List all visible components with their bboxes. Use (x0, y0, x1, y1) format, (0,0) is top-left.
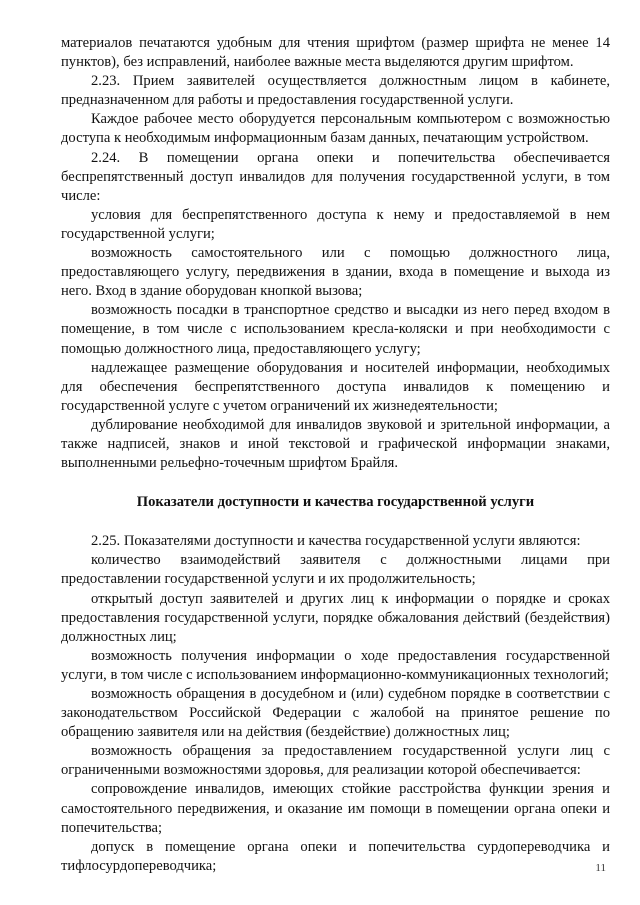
paragraph: возможность посадки в транспортное средство и высадки из него перед входом в помещение, в том числе с использованием кресла-коляски и при необходимости с помощью должностного лица, предоставляющего услугу; (61, 302, 610, 357)
paragraph: 2.24. В помещении органа опеки и попечительства обеспечивается беспрепятственный доступ инвалидов для получения государственной услуги, в том числе: (61, 149, 610, 204)
text-block-bottom (61, 532, 610, 876)
document-page (61, 34, 610, 876)
paragraph: количество взаимодействий заявителя с должностными лицами при предоставлении государственной услуги и их продолжительность; (61, 552, 610, 588)
paragraph: 2.25. Показателями доступности и качества государственной услуги являются: (91, 533, 581, 550)
page-number: 11 (595, 862, 606, 874)
paragraph: условия для беспрепятственного доступа к нему и предоставляемой в нем государственной услуги; (61, 206, 610, 242)
paragraph: сопровождение инвалидов, имеющих стойкие расстройства функции зрения и самостоятельного передвижения, и оказание им помощи в помещении органа опеки и попечительства; (61, 781, 610, 836)
paragraph: открытый доступ заявителей и других лиц к информации о порядке и сроках предоставления государственной услуги, порядке обжалования действий (бездействия) должностных лиц; (61, 590, 610, 645)
paragraph: допуск в помещение органа опеки и попечительства сурдопереводчика и тифлосурдопереводчика; (61, 838, 610, 874)
text-block-top (61, 34, 610, 473)
paragraph: 2.23. Прием заявителей осуществляется должностным лицом в кабинете, предназначенном для работы и предоставления государственной услуги. (61, 73, 610, 109)
paragraph: материалов печатаются удобным для чтения шрифтом (размер шрифта не менее 14 пунктов), без исправлений, наиболее важные места выделяются другим шрифтом. (61, 35, 610, 71)
paragraph: возможность обращения за предоставлением государственной услуги лиц с ограниченными возможностями здоровья, для реализации которой обеспечивается: (61, 743, 610, 779)
paragraph: возможность обращения в досудебном и (или) судебном порядке в соответствии с законодательством Российской Федерации с жалобой на принятое решение по обращению заявителя или на действия (бездействие) должностных лиц; (61, 686, 610, 741)
paragraph: возможность самостоятельного или с помощью должностного лица, предоставляющего услугу, передвижения в здании, входа в помещение и выхода из него. Вход в здание оборудован кнопкой вызова; (61, 245, 610, 300)
paragraph: дублирование необходимой для инвалидов звуковой и зрительной информации, а также надписей, знаков и иной текстовой и графической информации знаками, выполненными рельефно-точечным шрифтом Брайля. (61, 416, 610, 472)
paragraph: возможность получения информации о ходе предоставления государственной услуги, в том числе с использованием информационно-коммуникационных технологий; (61, 647, 610, 683)
paragraph: надлежащее размещение оборудования и носителей информации, необходимых для обеспечения беспрепятственного доступа инвалидов к помещению и государственной услуге с учетом ограничений их жизнедеятельности; (61, 359, 610, 414)
section-heading: Показатели доступности и качества государственной услуги (136, 494, 535, 511)
paragraph: Каждое рабочее место оборудуется персональным компьютером с возможностью доступа к необходимым информационным базам данных, печатающим устройством. (61, 111, 610, 147)
